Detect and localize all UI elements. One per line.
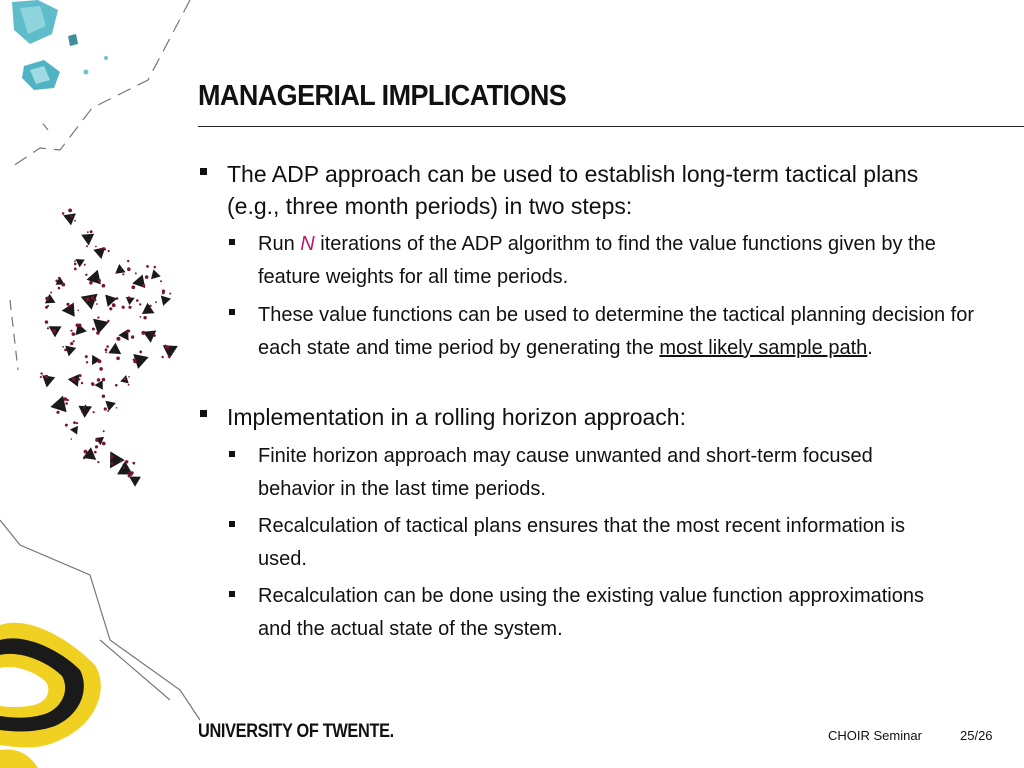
scatter-dot bbox=[45, 297, 49, 301]
scatter-dot bbox=[66, 303, 69, 306]
scatter-dot bbox=[89, 281, 93, 285]
scatter-dot bbox=[153, 334, 156, 337]
scatter-dot bbox=[128, 306, 131, 309]
scatter-dot bbox=[116, 337, 120, 341]
scatter-dot bbox=[94, 299, 97, 302]
scatter-dot bbox=[131, 285, 135, 289]
scatter-dot bbox=[95, 246, 97, 248]
scatter-dot bbox=[45, 320, 48, 323]
scatter-dot bbox=[125, 460, 128, 463]
scatter-dot bbox=[128, 384, 130, 386]
scatter-dot bbox=[120, 460, 122, 462]
scatter-dot bbox=[100, 248, 102, 250]
scatter-dot bbox=[128, 475, 131, 478]
scatter-shape bbox=[115, 264, 125, 274]
scatter-shape bbox=[151, 269, 161, 279]
scatter-dot bbox=[131, 471, 134, 474]
scatter-dot bbox=[73, 340, 75, 342]
scatter-dot bbox=[151, 332, 153, 334]
scatter-dot bbox=[161, 356, 163, 358]
scatter-dot bbox=[127, 260, 129, 262]
scatter-dot bbox=[61, 283, 65, 287]
scatter-dot bbox=[102, 395, 105, 398]
scatter-dot bbox=[74, 220, 76, 222]
scatter-dot bbox=[145, 275, 149, 279]
scatter-dot bbox=[110, 455, 114, 459]
cyan-crystal-cluster bbox=[12, 0, 108, 90]
scatter-dot bbox=[73, 421, 76, 424]
scatter-dot bbox=[107, 410, 109, 412]
university-logo: UNIVERSITY OF TWENTE. bbox=[198, 721, 394, 742]
scatter-dot bbox=[133, 360, 136, 363]
scatter-dot bbox=[136, 299, 139, 302]
bullet-rolling-horizon: Implementation in a rolling horizon approach: bbox=[227, 404, 686, 430]
scatter-dot bbox=[74, 260, 76, 262]
scatter-shape bbox=[126, 297, 135, 305]
scatter-dot bbox=[85, 274, 87, 276]
scatter-dot bbox=[84, 264, 86, 266]
scatter-dot bbox=[65, 402, 68, 405]
scatter-dot bbox=[99, 367, 103, 371]
scatter-dot bbox=[140, 316, 142, 318]
scatter-dot bbox=[55, 280, 58, 283]
scatter-dot bbox=[78, 378, 80, 380]
scatter-dot bbox=[102, 247, 104, 249]
sub-bullet-value-prefix: These value functions can be used to determine the tactical planning decision for each state and time period by generating the bbox=[258, 304, 974, 359]
sub-bullet-run-prefix: Run bbox=[258, 233, 301, 255]
scatter-dot bbox=[97, 317, 99, 319]
scatter-dot bbox=[91, 296, 94, 299]
scatter-dot bbox=[168, 355, 171, 358]
bullet-adp-approach: The ADP approach can be used to establish long-term tactical plans (e.g., three month periods) in two steps: bbox=[227, 161, 919, 219]
scatter-dot bbox=[128, 376, 130, 378]
scatter-dot bbox=[143, 316, 146, 319]
scatter-dot bbox=[50, 292, 52, 294]
sub-bullet-marker bbox=[229, 521, 235, 527]
scatter-shape bbox=[81, 234, 94, 246]
scatter-shape bbox=[65, 346, 76, 357]
scatter-dot bbox=[58, 287, 61, 290]
sub-bullet-value-suffix: . bbox=[867, 337, 873, 359]
scatter-dot bbox=[81, 382, 83, 384]
scatter-dot bbox=[83, 457, 85, 459]
scatter-shape bbox=[93, 247, 105, 259]
scatter-dot bbox=[96, 303, 98, 305]
footer-seminar-label: CHOIR Seminar bbox=[828, 728, 922, 743]
crimson-scatter-cluster bbox=[40, 209, 178, 487]
scatter-dot bbox=[86, 245, 88, 247]
page-number: 25/26 bbox=[960, 728, 993, 743]
scatter-shape bbox=[142, 303, 155, 314]
scatter-dot bbox=[92, 328, 95, 331]
scatter-shape bbox=[93, 319, 109, 335]
scatter-dot bbox=[115, 298, 117, 300]
scatter-dot bbox=[86, 361, 88, 363]
scatter-dot bbox=[131, 335, 134, 338]
scatter-dot bbox=[122, 273, 124, 275]
sub-bullet-run-iterations bbox=[258, 228, 978, 294]
scatter-dot bbox=[112, 303, 116, 307]
scatter-dot bbox=[76, 422, 78, 424]
scatter-dot bbox=[58, 277, 60, 279]
scatter-shape bbox=[108, 343, 121, 355]
scatter-dot bbox=[72, 303, 74, 305]
scatter-dot bbox=[81, 411, 83, 413]
scatter-dot bbox=[102, 442, 106, 446]
scatter-shape bbox=[81, 294, 98, 310]
scatter-dot bbox=[169, 293, 171, 295]
scatter-dot bbox=[95, 438, 98, 441]
scatter-dot bbox=[62, 212, 65, 215]
scatter-dot bbox=[115, 384, 118, 387]
slide-title: MANAGERIAL IMPLICATIONS bbox=[198, 80, 567, 112]
sub-bullet-recalculation-recent: Recalculation of tactical plans ensures that the most recent information is used. bbox=[258, 515, 905, 570]
scatter-dot bbox=[71, 438, 73, 440]
scatter-dot bbox=[155, 301, 157, 303]
scatter-dot bbox=[132, 462, 135, 465]
sub-bullet-value-functions bbox=[258, 299, 988, 365]
scatter-dot bbox=[116, 407, 118, 409]
scatter-dot bbox=[79, 374, 82, 377]
scatter-dot bbox=[85, 355, 88, 358]
scatter-dot bbox=[74, 263, 77, 266]
scatter-dot bbox=[160, 280, 162, 282]
scatter-dot bbox=[139, 303, 141, 305]
scatter-dot bbox=[103, 430, 105, 432]
scatter-dot bbox=[86, 297, 90, 301]
scatter-dot bbox=[108, 250, 110, 252]
most-likely-sample-path-link[interactable]: most likely sample path bbox=[659, 337, 868, 359]
sub-bullet-finite-horizon: Finite horizon approach may cause unwanted and short-term focused behavior in the last time periods. bbox=[258, 445, 873, 500]
scatter-dot bbox=[96, 331, 100, 335]
scatter-shape bbox=[105, 401, 116, 411]
scatter-dot bbox=[94, 451, 97, 454]
scatter-dot bbox=[111, 462, 114, 465]
scatter-dot bbox=[56, 411, 59, 414]
scatter-dot bbox=[93, 411, 95, 413]
scatter-dot bbox=[127, 267, 131, 271]
sub-bullet-recalculation-existing: Recalculation can be done using the existing value function approximations and the actual state of the system. bbox=[258, 585, 924, 640]
sub-bullet-marker bbox=[229, 451, 235, 457]
sub-bullet-marker bbox=[229, 591, 235, 597]
scatter-dot bbox=[47, 305, 49, 307]
scatter-dot bbox=[142, 331, 146, 335]
scatter-dot bbox=[154, 266, 156, 268]
scatter-dot bbox=[78, 324, 81, 327]
scatter-dot bbox=[127, 296, 130, 299]
scatter-dot bbox=[142, 284, 145, 287]
yellow-ring-shape bbox=[0, 623, 101, 768]
scatter-dot bbox=[98, 359, 102, 363]
scatter-dot bbox=[72, 378, 76, 382]
scatter-dot bbox=[123, 467, 125, 469]
scatter-dot bbox=[71, 215, 73, 217]
scatter-dot bbox=[95, 445, 98, 448]
scatter-dot bbox=[149, 305, 151, 307]
scatter-dot bbox=[102, 378, 105, 381]
scatter-shape bbox=[87, 270, 101, 285]
scatter-dot bbox=[123, 378, 126, 381]
scatter-dot bbox=[121, 268, 123, 270]
scatter-dot bbox=[45, 375, 49, 379]
scatter-dot bbox=[107, 320, 109, 322]
scatter-dot bbox=[70, 306, 72, 308]
scatter-dot bbox=[90, 230, 93, 233]
scatter-dot bbox=[63, 397, 67, 401]
scatter-dot bbox=[165, 345, 169, 349]
scatter-dot bbox=[70, 342, 73, 345]
variable-n: N bbox=[300, 233, 315, 255]
scatter-shape bbox=[161, 296, 171, 306]
sub-bullet-run-suffix: iterations of the ADP algorithm to find the value functions given by the feature weights for all time periods. bbox=[258, 233, 936, 288]
scatter-shape bbox=[129, 477, 141, 487]
scatter-shape bbox=[70, 426, 78, 435]
bullet-marker bbox=[200, 168, 207, 175]
scatter-dot bbox=[139, 351, 142, 354]
scatter-dot bbox=[135, 272, 137, 274]
scatter-dot bbox=[126, 331, 128, 333]
scatter-dot bbox=[97, 378, 100, 381]
sub-bullet-marker bbox=[229, 309, 235, 315]
scatter-dot bbox=[162, 290, 165, 293]
scatter-dot bbox=[47, 327, 49, 329]
scatter-dot bbox=[105, 348, 108, 351]
scatter-dot bbox=[70, 330, 72, 332]
scatter-dot bbox=[78, 310, 80, 312]
scatter-dot bbox=[98, 279, 101, 282]
scatter-dot bbox=[104, 407, 107, 410]
scatter-dot bbox=[105, 351, 107, 353]
scatter-dot bbox=[72, 332, 76, 336]
scatter-dot bbox=[68, 209, 72, 213]
scatter-dot bbox=[109, 307, 112, 310]
sub-bullet-marker bbox=[229, 239, 235, 245]
decorative-artwork bbox=[0, 0, 200, 768]
scatter-shape bbox=[42, 375, 55, 387]
scatter-dot bbox=[97, 461, 99, 463]
scatter-dot bbox=[40, 372, 42, 374]
title-underline-rule bbox=[198, 126, 1024, 127]
scatter-dot bbox=[87, 231, 89, 233]
scatter-dot bbox=[52, 329, 56, 333]
scatter-dot bbox=[85, 405, 87, 407]
scatter-dot bbox=[84, 450, 88, 454]
scatter-dot bbox=[106, 345, 109, 348]
scatter-dot bbox=[74, 268, 77, 271]
scatter-dot bbox=[91, 382, 93, 384]
scatter-shape bbox=[76, 259, 85, 267]
scatter-dot bbox=[64, 349, 67, 352]
scatter-dot bbox=[128, 471, 130, 473]
scatter-shape bbox=[63, 213, 76, 225]
scatter-dot bbox=[116, 357, 120, 361]
scatter-dot bbox=[40, 376, 42, 378]
scatter-dot bbox=[62, 346, 64, 348]
scatter-dot bbox=[102, 284, 106, 288]
scatter-dot bbox=[83, 407, 85, 409]
scatter-dot bbox=[146, 265, 149, 268]
bullet-marker bbox=[200, 410, 207, 417]
scatter-dot bbox=[122, 306, 125, 309]
scatter-dot bbox=[104, 248, 106, 250]
scatter-shape bbox=[78, 406, 92, 418]
scatter-dot bbox=[65, 424, 68, 427]
